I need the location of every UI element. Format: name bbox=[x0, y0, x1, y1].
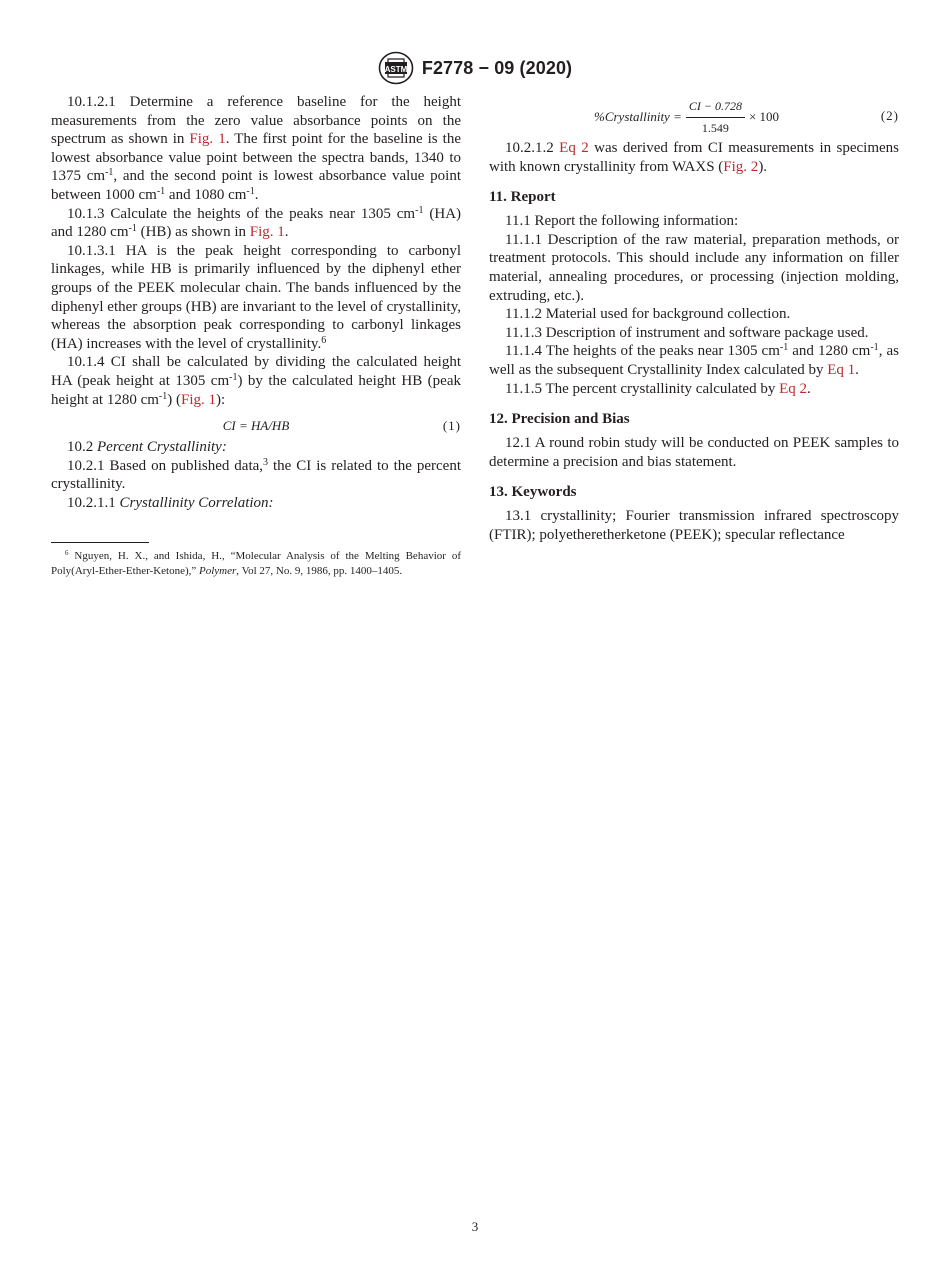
para-13-1 bbox=[489, 507, 899, 544]
equation-1 bbox=[51, 415, 461, 435]
footnote-marker: 6 bbox=[65, 549, 69, 558]
clause-text: (HA) and 1280 cm bbox=[51, 205, 462, 241]
figure-2-link[interactable]: Fig. 2 bbox=[723, 158, 759, 175]
svg-text:ASTM: ASTM bbox=[384, 65, 408, 74]
subsection-title: Percent Crystallinity: bbox=[97, 439, 227, 456]
clause-number: 12.1 bbox=[505, 435, 532, 452]
para-10-1-3-1 bbox=[51, 242, 461, 354]
clause-text: and 1280 cm bbox=[788, 343, 871, 360]
clause-text: CI shall be calculated by dividing the calculated height HA (peak height at 1305 cm bbox=[51, 354, 462, 389]
para-10-2-1-2 bbox=[489, 139, 899, 176]
superscript: -1 bbox=[415, 204, 424, 216]
superscript: -1 bbox=[105, 167, 114, 179]
equation-body: CI = HA/HB bbox=[222, 418, 290, 434]
clause-text: . bbox=[284, 224, 289, 241]
clause-number: 10.1.3.1 bbox=[67, 242, 116, 259]
clause-text: ) ( bbox=[167, 391, 181, 408]
equation-number: (1) bbox=[442, 418, 461, 434]
clause-text: ): bbox=[216, 391, 226, 408]
clause-number: 11.1.3 bbox=[505, 324, 542, 341]
page-header bbox=[0, 50, 950, 86]
footnote-6 bbox=[51, 549, 461, 579]
clause-text: . bbox=[807, 380, 811, 397]
footnote-text: , Vol 27, No. 9, 1986, pp. 1400–1405. bbox=[236, 565, 403, 578]
clause-text: Calculate the heights of the peaks near 1305 cm bbox=[110, 205, 416, 222]
page-number: 3 bbox=[471, 1219, 479, 1234]
para-10-2 bbox=[51, 438, 461, 457]
clause-number: 10.2.1 bbox=[67, 457, 105, 474]
footnote-divider bbox=[51, 542, 149, 543]
equation-number: (2) bbox=[880, 108, 899, 123]
clause-text: HA is the peak height corresponding to carbonyl linkages, while HB is primarily influenced by the diphenyl ether groups of the PEEK molecular chain. The bands influenced by the diphenyl ether groups (HB) are invariant to the level of crystallinity, whereas the absorption peak corresponding to carbonyl linkages (HA) increases with the level of crystallinity. bbox=[51, 242, 462, 352]
para-10-1-2-1 bbox=[51, 93, 461, 205]
para-10-2-1-1 bbox=[51, 494, 461, 513]
clause-text: Description of the raw material, preparation methods, or treatment protocols. This should include any information on filler material, annealing procedures, or processing (injection molding, extruding, etc.). bbox=[489, 231, 899, 304]
para-11-1-3 bbox=[489, 324, 899, 343]
para-11-1 bbox=[489, 212, 899, 231]
para-11-1-5 bbox=[489, 380, 899, 399]
clause-number: 10.1.4 bbox=[67, 354, 105, 371]
figure-1-link[interactable]: Fig. 1 bbox=[181, 391, 217, 408]
equation-rhs: × 100 bbox=[748, 108, 780, 124]
clause-text: Determine a reference baseline for the height measurements from the zero value absorbance points on the spectrum as shown in bbox=[51, 94, 461, 148]
superscript: -1 bbox=[158, 390, 168, 402]
clause-text: . bbox=[254, 186, 259, 203]
figure-1-link[interactable]: Fig. 1 bbox=[249, 224, 285, 241]
section-11-heading: 11. Report bbox=[489, 189, 556, 206]
clause-number: 11.1.1 bbox=[505, 231, 542, 248]
clause-text: Material used for background collection. bbox=[545, 306, 791, 323]
clause-text: ). bbox=[758, 158, 768, 175]
clause-number: 10.1.2.1 bbox=[67, 94, 116, 110]
clause-number: 11.1.4 bbox=[505, 343, 542, 360]
superscript: -1 bbox=[870, 342, 879, 354]
clause-text: was derived from CI measurements in specimens with known crystallinity from WAXS ( bbox=[489, 140, 899, 175]
clause-text: and 1080 cm bbox=[165, 186, 247, 203]
clause-text: , as well as the subsequent Crystallinity Index calculated by bbox=[489, 343, 899, 378]
para-10-2-1 bbox=[51, 457, 461, 494]
clause-text: ) by the calculated height HB (peak height at 1280 cm bbox=[51, 372, 461, 408]
footnote-marker[interactable]: 3 bbox=[263, 456, 269, 468]
superscript: -1 bbox=[229, 371, 238, 383]
para-10-1-3 bbox=[51, 205, 461, 242]
clause-text: crystallinity; Fourier transmission infrared spectroscopy (FTIR); polyetheretherketone (PEEK); specular reflectance bbox=[489, 508, 900, 543]
section-12-heading: 12. Precision and Bias bbox=[489, 411, 630, 428]
astm-logo-icon bbox=[378, 51, 414, 85]
subsection-title: Crystallinity Correlation: bbox=[119, 494, 274, 511]
clause-number: 10.2.1.1 bbox=[67, 494, 116, 511]
footnote-text: Nguyen, H. X., and Ishida, H., “Molecular Analysis of the Melting Behavior of Poly(Aryl-Ether-Ether-Ketone),” bbox=[51, 550, 461, 578]
equation-numerator: CI − 0.728 bbox=[686, 97, 745, 118]
journal-name: Polymer bbox=[199, 565, 237, 578]
right-column bbox=[489, 93, 899, 545]
section-13-heading: 13. Keywords bbox=[489, 484, 577, 501]
equation-lhs: %Crystallinity = bbox=[594, 108, 682, 124]
equation-2-link[interactable]: Eq 2 bbox=[779, 380, 808, 397]
clause-text: . The first point for the baseline is the lowest absorbance value point between the spectra bands, 1340 to 1375 cm bbox=[51, 131, 461, 185]
equation-1-link[interactable]: Eq 1 bbox=[827, 361, 856, 378]
clause-text: , and the second point is lowest absorbance value point between 1000 cm bbox=[51, 168, 462, 203]
figure-1-link[interactable]: Fig. 1 bbox=[189, 131, 226, 148]
clause-text: Based on published data, bbox=[104, 457, 264, 474]
clause-number: 10.2.1.2 bbox=[505, 140, 554, 156]
clause-number: 11.1 bbox=[505, 213, 531, 230]
equation-2 bbox=[489, 95, 899, 133]
para-11-1-2 bbox=[489, 305, 899, 324]
equation-fraction bbox=[686, 97, 745, 137]
clause-text: The heights of the peaks near 1305 cm bbox=[545, 343, 780, 360]
footnote-marker[interactable]: 6 bbox=[321, 334, 327, 346]
clause-text: The percent crystallinity calculated by bbox=[545, 380, 776, 397]
document-designation: F2778 − 09 (2020) bbox=[421, 57, 573, 78]
clause-text: (HB) as shown in bbox=[136, 224, 246, 241]
clause-number: 11.1.2 bbox=[505, 306, 542, 323]
clause-text: . bbox=[855, 361, 859, 378]
left-column bbox=[51, 93, 461, 579]
clause-number: 10.1.3 bbox=[67, 205, 105, 222]
superscript: -1 bbox=[128, 223, 137, 235]
para-11-1-4 bbox=[489, 342, 899, 379]
para-12-1 bbox=[489, 434, 899, 471]
para-10-1-4 bbox=[51, 353, 461, 409]
superscript: -1 bbox=[779, 342, 789, 354]
superscript: -1 bbox=[156, 185, 166, 197]
clause-number: 11.1.5 bbox=[505, 380, 542, 397]
clause-text: Description of instrument and software package used. bbox=[545, 324, 869, 341]
clause-number: 13.1 bbox=[505, 508, 532, 525]
clause-text: Report the following information: bbox=[534, 213, 739, 230]
equation-denominator: 1.549 bbox=[701, 120, 729, 135]
clause-text: A round robin study will be conducted on PEEK samples to determine a precision and bias statement. bbox=[489, 435, 899, 470]
clause-number: 10.2 bbox=[67, 439, 94, 456]
superscript: -1 bbox=[246, 185, 255, 197]
clause-text: the CI is related to the percent crystallinity. bbox=[51, 457, 461, 493]
para-11-1-1 bbox=[489, 231, 899, 305]
equation-2-link[interactable]: Eq 2 bbox=[559, 140, 589, 156]
